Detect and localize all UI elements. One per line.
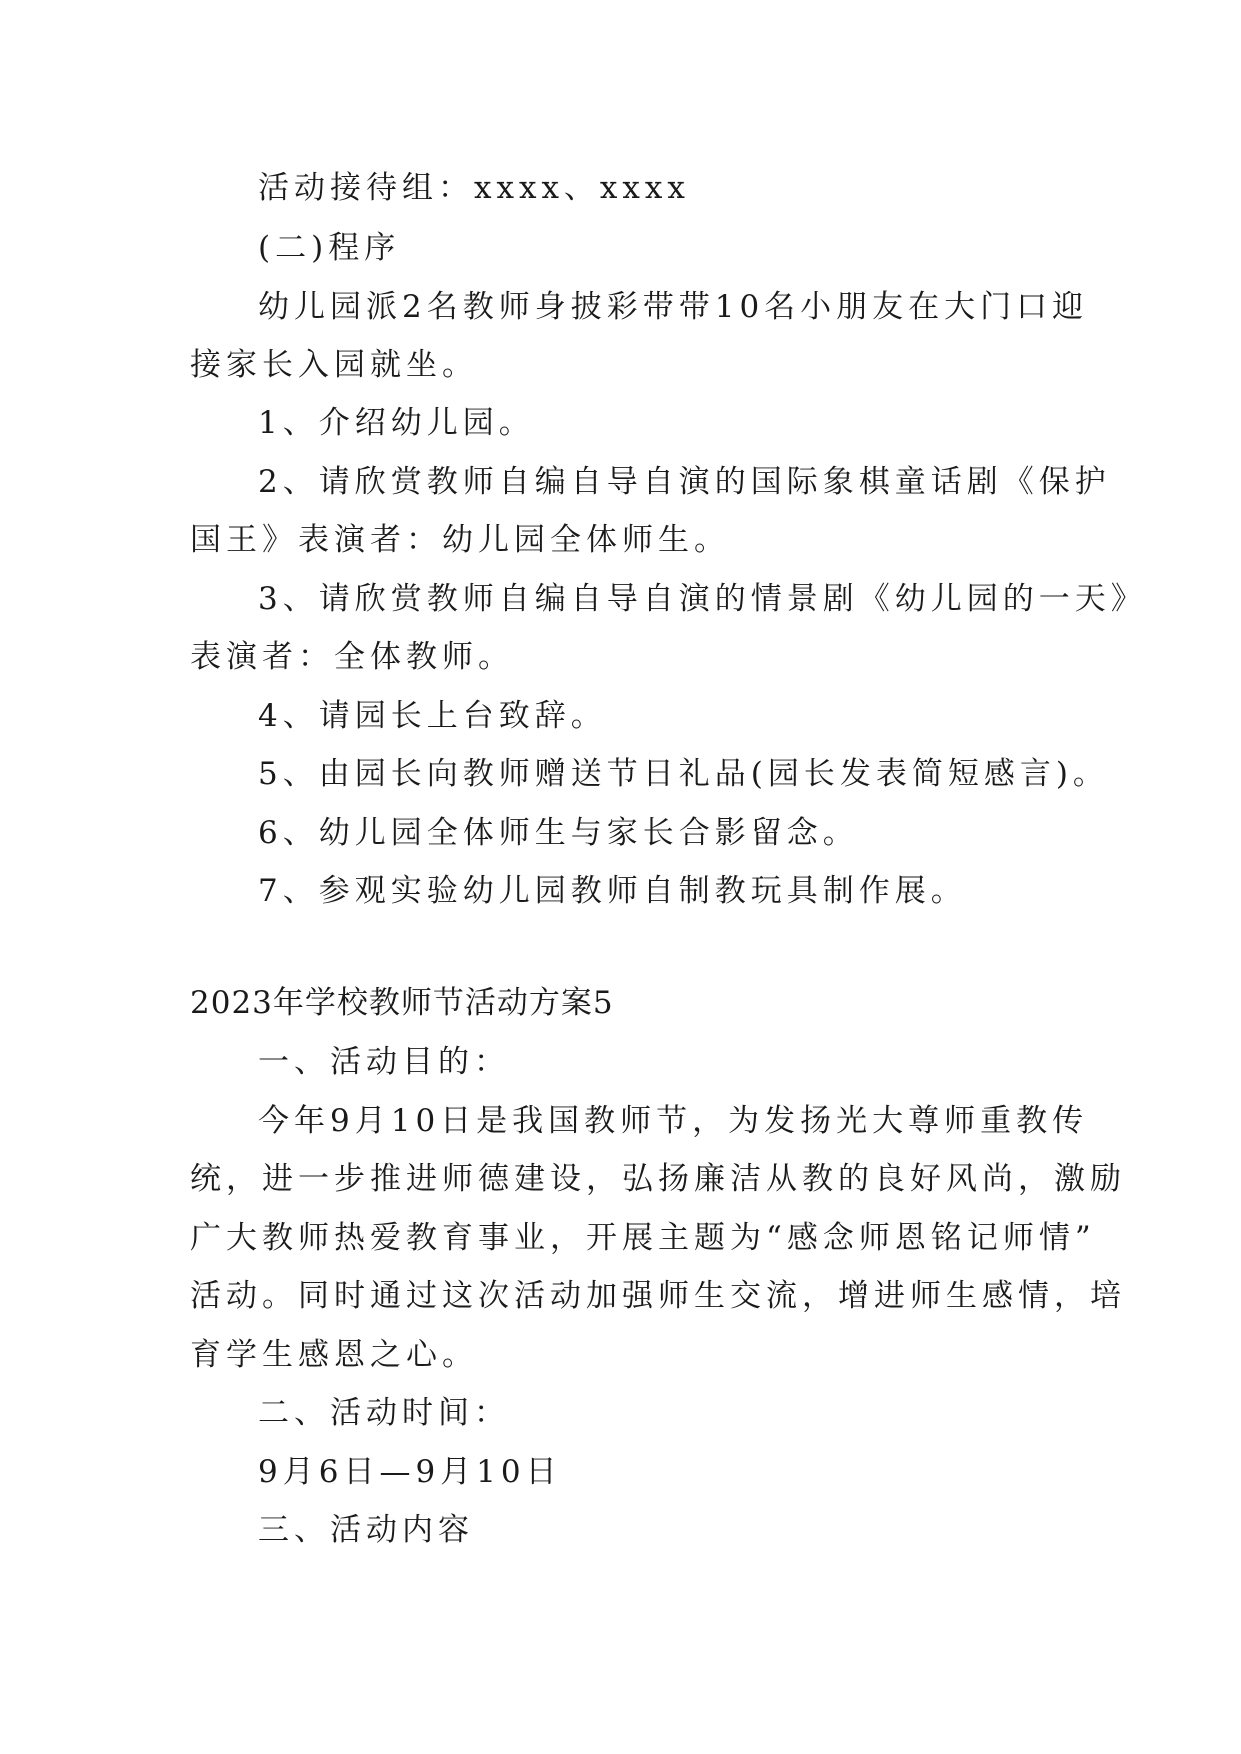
list-item-2-line-2: 国王》表演者：幼儿园全体师生。 xyxy=(190,522,730,558)
purpose-line-4: 活动。同时通过这次活动加强师生交流，增进师生感情，培 xyxy=(190,1278,1126,1314)
intro-paragraph-line-1: 幼儿园派2名教师身披彩带带10名小朋友在大门口迎 xyxy=(258,289,1089,325)
list-item-5: 5、由园长向教师赠送节日礼品(园长发表简短感言)。 xyxy=(258,756,1109,792)
reception-group-line: 活动接待组：xxxx、xxxx xyxy=(258,170,690,206)
list-item-3-line-1: 3、请欣赏教师自编自导自演的情景剧《幼儿园的一天》 xyxy=(258,581,1147,617)
purpose-heading: 一、活动目的： xyxy=(258,1044,510,1080)
purpose-line-5: 育学生感恩之心。 xyxy=(190,1337,478,1373)
list-item-4: 4、请园长上台致辞。 xyxy=(258,698,607,734)
time-value: 9月6日—9月10日 xyxy=(258,1454,562,1490)
content-heading: 三、活动内容 xyxy=(258,1512,474,1548)
purpose-line-2: 统，进一步推进师德建设，弘扬廉洁从教的良好风尚，激励 xyxy=(190,1161,1126,1197)
time-heading: 二、活动时间： xyxy=(258,1395,510,1431)
procedure-heading: (二)程序 xyxy=(258,230,401,266)
list-item-6: 6、幼儿园全体师生与家长合影留念。 xyxy=(258,815,859,851)
list-item-3-line-2: 表演者：全体教师。 xyxy=(190,639,514,675)
purpose-line-1: 今年9月10日是我国教师节，为发扬光大尊师重教传 xyxy=(258,1103,1089,1139)
purpose-line-3: 广大教师热爱教育事业，开展主题为“感念师恩铭记师情” xyxy=(190,1220,1096,1256)
section-title: 2023年学校教师节活动方案5 xyxy=(190,985,614,1021)
intro-paragraph-line-2: 接家长入园就坐。 xyxy=(190,347,478,383)
list-item-2-line-1: 2、请欣赏教师自编自导自演的国际象棋童话剧《保护 xyxy=(258,464,1111,500)
list-item-1: 1、介绍幼儿园。 xyxy=(258,405,535,441)
list-item-7: 7、参观实验幼儿园教师自制教玩具制作展。 xyxy=(258,873,967,909)
